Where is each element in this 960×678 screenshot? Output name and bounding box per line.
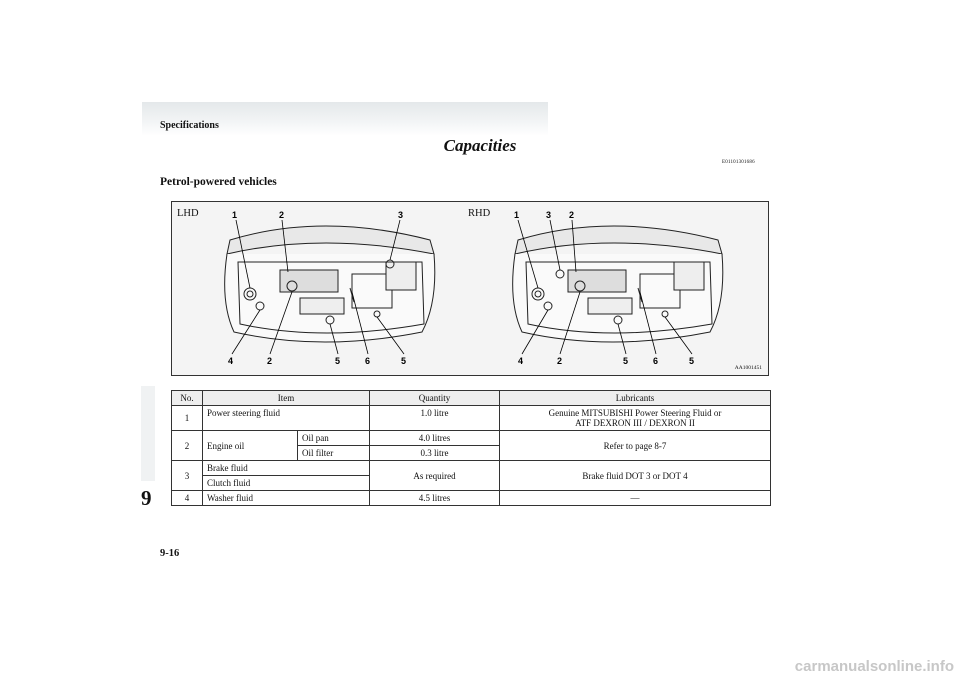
capacities-table [171,390,771,506]
rhd-engine-bay-diagram [460,202,768,375]
header-lubricants: Lubricants [500,391,771,406]
lhd-callout-bottom-2: 2 [267,356,273,366]
lubricant-line-2: ATF DEXRON III / DEXRON II [575,418,695,428]
row-no: 1 [172,406,203,431]
row-quantity: As required [370,461,500,491]
page-title: Capacities [443,136,517,155]
rhd-callout-bottom-2: 2 [557,356,563,366]
row-lubricant: — [500,491,771,506]
header-no: No. [172,391,203,406]
row-lubricant: Refer to page 8-7 [500,431,771,461]
chapter-tab: 9 [141,486,152,510]
rhd-callout-top-1: 1 [514,210,520,220]
rhd-callout-bottom-5b: 5 [689,356,695,366]
lhd-callout-bottom-6: 6 [365,356,371,366]
rhd-callout-bottom-4: 4 [518,356,524,366]
lhd-callout-bottom-5a: 5 [335,356,341,366]
row-subitem: Oil filter [298,446,370,461]
lubricant-line-1: Genuine MITSUBISHI Power Steering Fluid or [548,408,722,418]
table-header-row [172,391,771,406]
lhd-callout-top-3: 3 [398,210,404,220]
table-row [172,431,771,446]
table-row [172,461,771,476]
row-quantity: 1.0 litre [370,406,500,431]
table-row [172,406,771,431]
row-item: Engine oil [203,431,298,461]
row-no: 2 [172,431,203,461]
rhd-label: RHD [468,208,491,219]
row-item: Washer fluid [203,491,370,506]
row-item: Power steering fluid [203,406,370,431]
lhd-callout-top-2: 2 [279,210,285,220]
row-lubricant [500,406,771,431]
row-no: 3 [172,461,203,491]
section-label: Specifications [160,120,219,131]
chapter-bar [141,386,155,481]
lhd-engine-bay-diagram [172,202,470,375]
row-subitem: Oil pan [298,431,370,446]
row-item: Clutch fluid [203,476,370,491]
page-number: 9-16 [160,548,180,559]
header-item: Item [203,391,370,406]
lhd-callout-bottom-4: 4 [228,356,234,366]
rhd-callout-top-2: 2 [569,210,575,220]
row-quantity: 0.3 litre [370,446,500,461]
row-lubricant: Brake fluid DOT 3 or DOT 4 [500,461,771,491]
lhd-callout-bottom-5b: 5 [401,356,407,366]
table-row [172,491,771,506]
figure-code: AA1001451 [734,365,762,371]
rhd-callout-bottom-5a: 5 [623,356,629,366]
header-quantity: Quantity [370,391,500,406]
row-quantity: 4.5 litres [370,491,500,506]
lhd-label: LHD [177,208,199,219]
row-item: Brake fluid [203,461,370,476]
watermark: carmanualsonline.info [794,658,954,675]
engine-bay-figure [171,201,769,376]
rhd-callout-bottom-6: 6 [653,356,659,366]
document-code: E01101301686 [722,160,755,165]
lhd-callout-top-1: 1 [232,210,238,220]
subheading: Petrol-powered vehicles [160,176,277,188]
rhd-callout-top-3: 3 [546,210,552,220]
row-quantity: 4.0 litres [370,431,500,446]
row-no: 4 [172,491,203,506]
